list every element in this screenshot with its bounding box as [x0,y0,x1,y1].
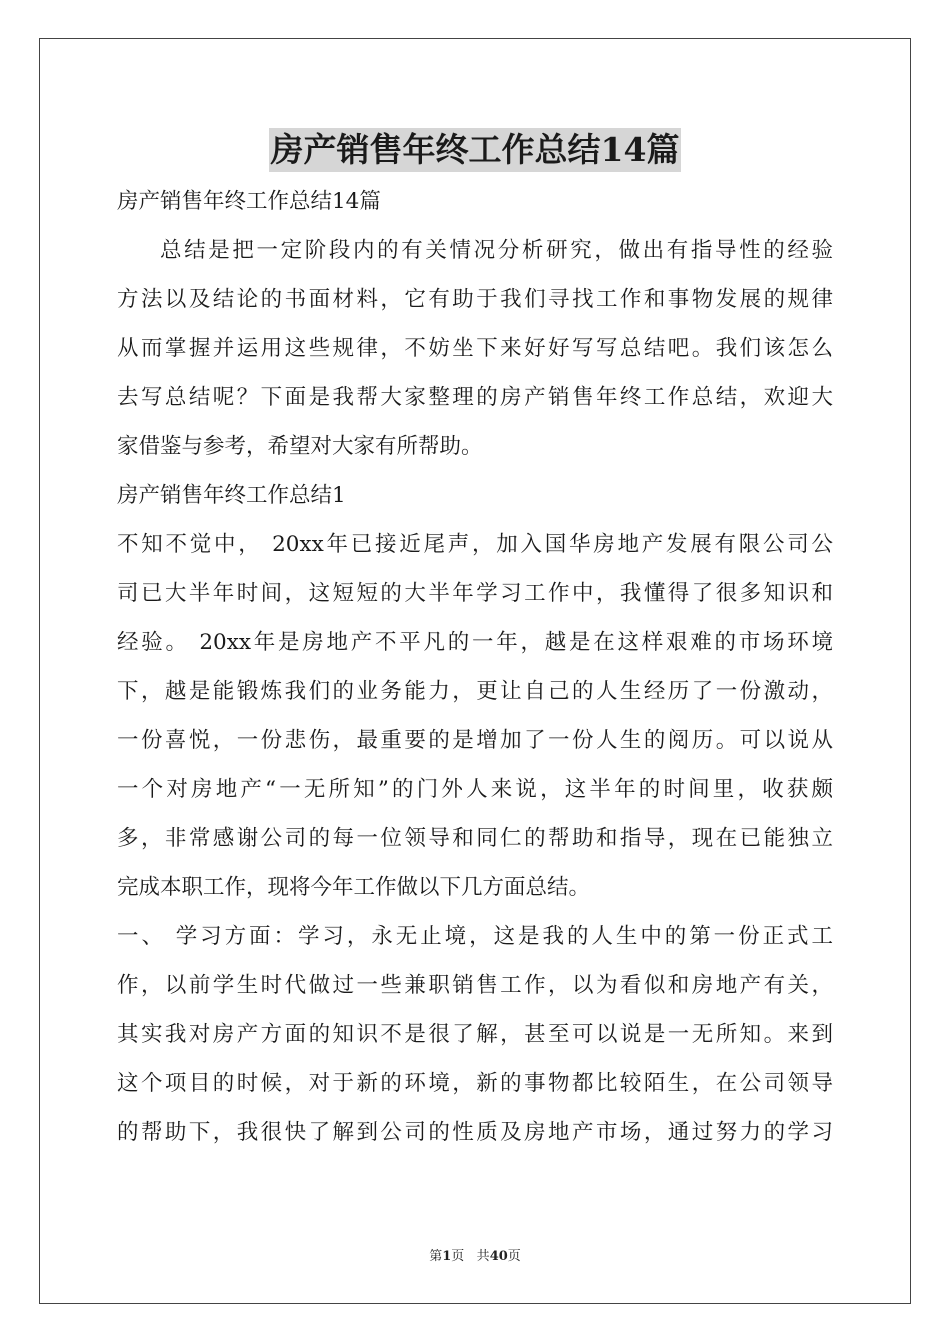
intro-line: 去写总结呢？下面是我帮大家整理的房产销售年终工作总结，欢迎大 [117,385,833,410]
body-line: 下，越是能锻炼我们的业务能力，更让自己的人生经历了一份激动， [117,679,833,704]
body-line: 作，以前学生时代做过一些兼职销售工作，以为看似和房地产有关， [117,973,833,998]
total-suffix: 页 [507,1249,521,1264]
section-heading: 房产销售年终工作总结1 [117,483,346,508]
page-prefix: 第 [429,1249,443,1264]
intro-line: 从而掌握并运用这些规律，不妨坐下来好好写写总结吧。我们该怎么 [117,336,833,361]
body-line: 完成本职工作，现将今年工作做以下几方面总结。 [117,875,591,900]
body-line: 不知不觉中， 20xx年已接近尾声，加入国华房地产发展有限公司公 [117,532,833,557]
intro-line: 方法以及结论的书面材料，它有助于我们寻找工作和事物发展的规律 [117,287,833,312]
page-footer [0,1248,950,1266]
total-pages: 40 [489,1249,508,1264]
body-line: 其实我对房产方面的知识不是很了解，甚至可以说是一无所知。来到 [117,1022,833,1047]
subtitle-line: 房产销售年终工作总结14篇 [117,189,381,214]
body-line: 多，非常感谢公司的每一位领导和同仁的帮助和指导，现在已能独立 [117,826,833,851]
body-line: 司已大半年时间，这短短的大半年学习工作中，我懂得了很多知识和 [117,581,833,606]
page-number: 1 [442,1249,452,1264]
document-title: 房产销售年终工作总结14篇 [269,128,682,172]
intro-line: 家借鉴与参考，希望对大家有所帮助。 [117,434,483,459]
body-line: 一、 学习方面：学习，永无止境，这是我的人生中的第一份正式工 [117,924,833,949]
body-line: 的帮助下，我很快了解到公司的性质及房地产市场，通过努力的学习 [117,1120,833,1145]
page-suffix: 页 [451,1249,465,1264]
body-line: 一份喜悦，一份悲伤，最重要的是增加了一份人生的阅历。可以说从 [117,728,833,753]
body-line: 经验。 20xx年是房地产不平凡的一年，越是在这样艰难的市场环境 [117,630,833,655]
document-body [117,177,833,1157]
intro-line: 总结是把一定阶段内的有关情况分析研究，做出有指导性的经验 [160,238,833,263]
body-line: 一个对房地产“一无所知”的门外人来说，这半年的时间里，收获颇 [117,777,833,802]
body-line: 这个项目的时候，对于新的环境，新的事物都比较陌生，在公司领导 [117,1071,833,1096]
total-prefix: 共 [476,1249,490,1264]
title-area [0,128,950,172]
